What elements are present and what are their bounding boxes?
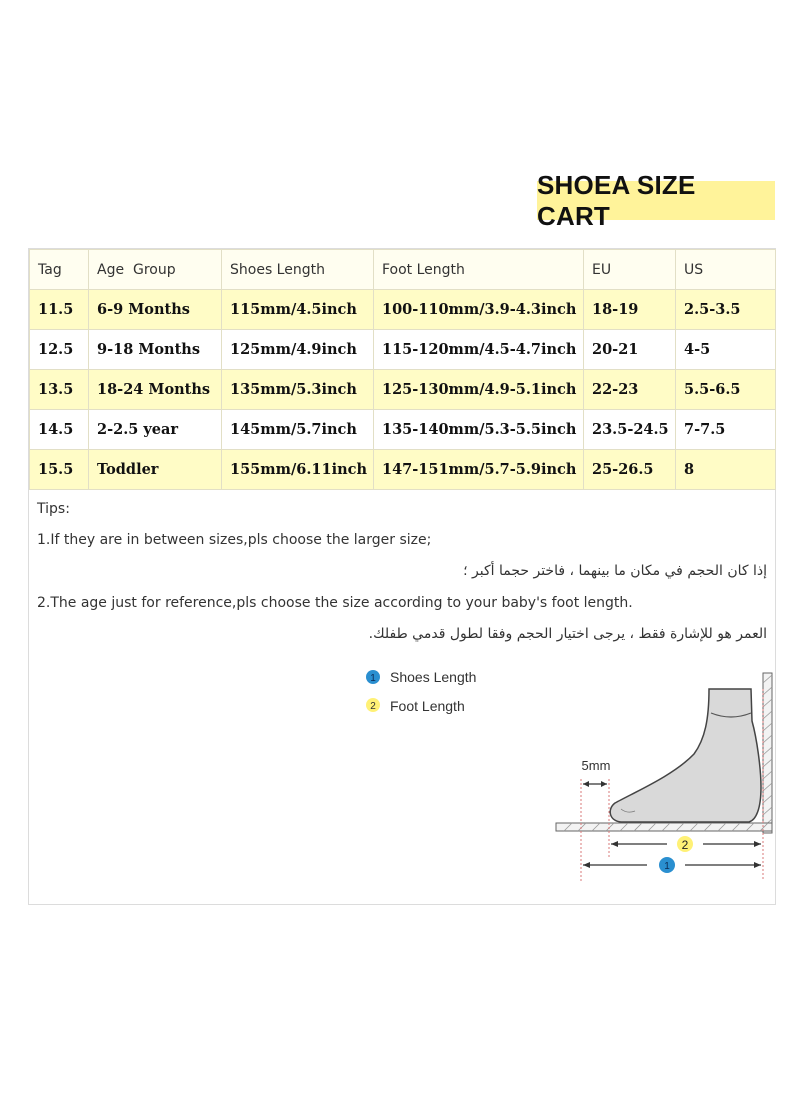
cell-age-group: 18-24 Months bbox=[89, 370, 222, 410]
size-chart-card bbox=[28, 248, 776, 905]
tip-1-english: 1.If they are in between sizes,pls choose the larger size; bbox=[37, 532, 432, 548]
foot-shape bbox=[610, 689, 761, 822]
shoes-length-number: 1 bbox=[664, 861, 670, 872]
floor bbox=[556, 823, 772, 831]
foot-measurement-diagram bbox=[359, 659, 779, 884]
cell-shoes-length: 115mm/4.5inch bbox=[222, 290, 374, 330]
legend-label-1: Shoes Length bbox=[390, 669, 477, 685]
legend-number-2: 2 bbox=[370, 701, 376, 712]
cell-foot-length: 115-120mm/4.5-4.7inch bbox=[374, 330, 584, 370]
cell-us: 5.5-6.5 bbox=[676, 370, 776, 410]
legend-foot-length bbox=[366, 698, 465, 714]
size-table bbox=[29, 249, 776, 490]
wall bbox=[763, 673, 772, 833]
cell-shoes-length: 125mm/4.9inch bbox=[222, 330, 374, 370]
cell-age-group: Toddler bbox=[89, 450, 222, 490]
cell-eu: 25-26.5 bbox=[584, 450, 676, 490]
table-row bbox=[30, 410, 776, 450]
page-title: SHOEA SIZE CART bbox=[537, 181, 775, 220]
tip-2-english: 2.The age just for reference,pls choose the size according to your baby's foot length. bbox=[37, 595, 633, 611]
table-header-row bbox=[30, 250, 776, 290]
cell-eu: 22-23 bbox=[584, 370, 676, 410]
cell-eu: 18-19 bbox=[584, 290, 676, 330]
tip-2-arabic: العمر هو للإشارة فقط ، يرجى اختيار الحجم وفقا لطول قدمي طفلك. bbox=[368, 626, 767, 642]
cell-us: 4-5 bbox=[676, 330, 776, 370]
cell-shoes-length: 155mm/6.11inch bbox=[222, 450, 374, 490]
cell-foot-length: 135-140mm/5.3-5.5inch bbox=[374, 410, 584, 450]
cell-us: 2.5-3.5 bbox=[676, 290, 776, 330]
foot-length-number: 2 bbox=[681, 838, 689, 852]
cell-foot-length: 100-110mm/3.9-4.3inch bbox=[374, 290, 584, 330]
cell-shoes-length: 145mm/5.7inch bbox=[222, 410, 374, 450]
header-shoes-length: Shoes Length bbox=[222, 250, 374, 290]
header-foot-length: Foot Length bbox=[374, 250, 584, 290]
legend-shoes-length bbox=[366, 669, 476, 685]
cell-foot-length: 147-151mm/5.7-5.9inch bbox=[374, 450, 584, 490]
cell-us: 8 bbox=[676, 450, 776, 490]
header-eu: EU bbox=[584, 250, 676, 290]
header-us: US bbox=[676, 250, 776, 290]
legend-number-1: 1 bbox=[370, 673, 376, 684]
cell-eu: 20-21 bbox=[584, 330, 676, 370]
table-row bbox=[30, 450, 776, 490]
header-age-group: Age Group bbox=[89, 250, 222, 290]
legend-label-2: Foot Length bbox=[390, 698, 465, 714]
cell-tag: 14.5 bbox=[30, 410, 89, 450]
tips-heading: Tips: bbox=[37, 501, 70, 517]
table-row bbox=[30, 290, 776, 330]
cell-age-group: 2-2.5 year bbox=[89, 410, 222, 450]
table-row bbox=[30, 370, 776, 410]
cell-tag: 15.5 bbox=[30, 450, 89, 490]
cell-eu: 23.5-24.5 bbox=[584, 410, 676, 450]
header-tag: Tag bbox=[30, 250, 89, 290]
table-row bbox=[30, 330, 776, 370]
gap-label: 5mm bbox=[581, 758, 611, 773]
tip-1-arabic: إذا كان الحجم في مكان ما بينهما ، فاختر حجما أكبر ؛ bbox=[463, 563, 767, 579]
cell-tag: 12.5 bbox=[30, 330, 89, 370]
cell-age-group: 6-9 Months bbox=[89, 290, 222, 330]
cell-age-group: 9-18 Months bbox=[89, 330, 222, 370]
cell-us: 7-7.5 bbox=[676, 410, 776, 450]
cell-tag: 11.5 bbox=[30, 290, 89, 330]
cell-foot-length: 125-130mm/4.9-5.1inch bbox=[374, 370, 584, 410]
cell-tag: 13.5 bbox=[30, 370, 89, 410]
cell-shoes-length: 135mm/5.3inch bbox=[222, 370, 374, 410]
